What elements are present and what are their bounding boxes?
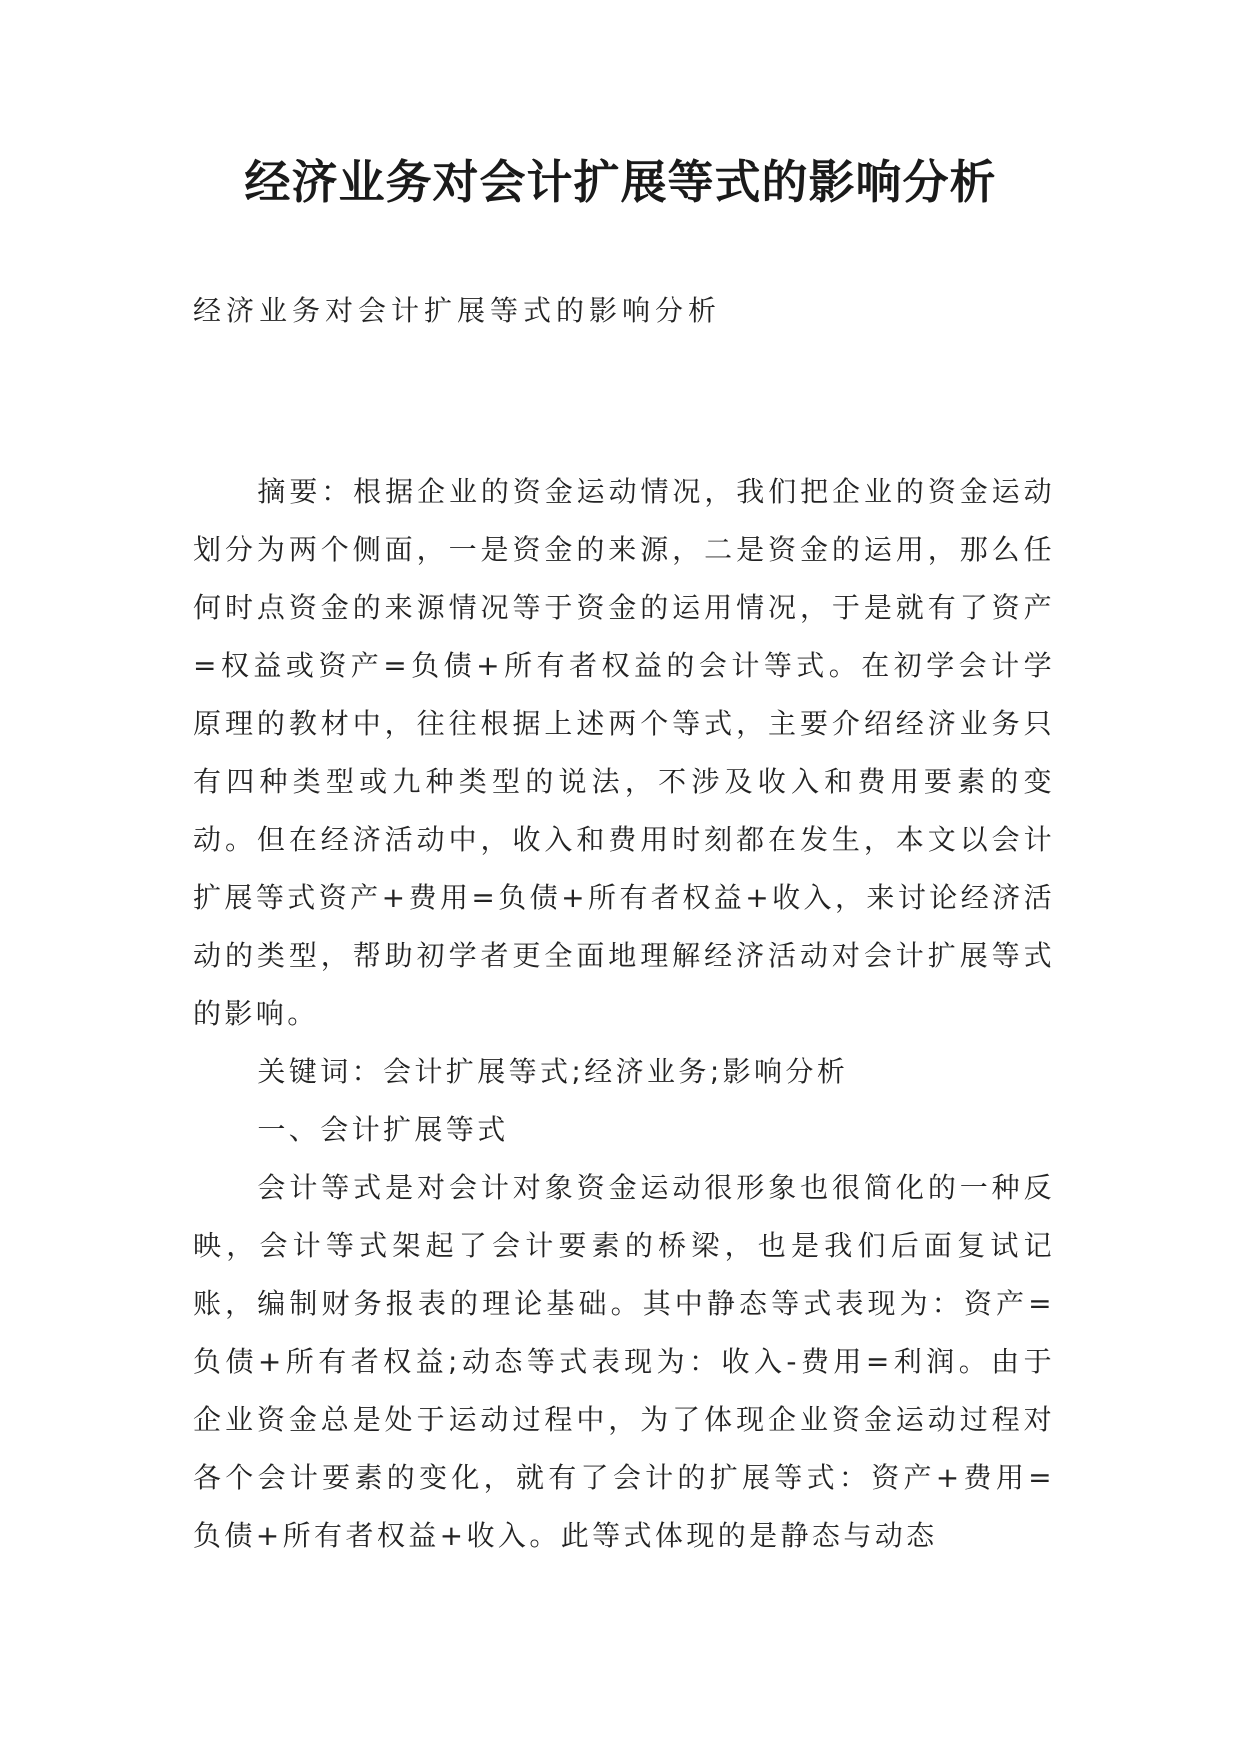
- abstract-paragraph: 摘要：根据企业的资金运动情况，我们把企业的资金运动划分为两个侧面，一是资金的来源，二是资金的运用，那么任何时点资金的来源情况等于资金的运用情况，于是就有了资产=权益或资产=负债+所有者权益的会计等式。在初学会计学原理的教材中，往往根据上述两个等式，主要介绍经济业务只有四种类型或九种类型的说法，不涉及收入和费用要素的变动。但在经济活动中，收入和费用时刻都在发生，本文以会计扩展等式资产+费用=负债+所有者权益+收入，来讨论经济活动的类型，帮助初学者更全面地理解经济活动对会计扩展等式的影响。: [193, 475, 1055, 1030]
- keywords-paragraph: 关键词：会计扩展等式;经济业务;影响分析: [257, 1055, 849, 1088]
- section-heading: 一、会计扩展等式: [257, 1113, 509, 1146]
- document-subtitle: 经济业务对会计扩展等式的影响分析: [193, 294, 722, 327]
- document-title: 经济业务对会计扩展等式的影响分析: [244, 155, 997, 209]
- document-body: [193, 463, 1055, 1565]
- body-paragraph: 会计等式是对会计对象资金运动很形象也很简化的一种反映，会计等式架起了会计要素的桥梁，也是我们后面复试记账，编制财务报表的理论基础。其中静态等式表现为：资产=负债+所有者权益;动态等式表现为：收入-费用=利润。由于企业资金总是处于运动过程中，为了体现企业资金运动过程对各个会计要素的变化，就有了会计的扩展等式：资产+费用=负债+所有者权益+收入。此等式体现的是静态与动态: [193, 1171, 1055, 1552]
